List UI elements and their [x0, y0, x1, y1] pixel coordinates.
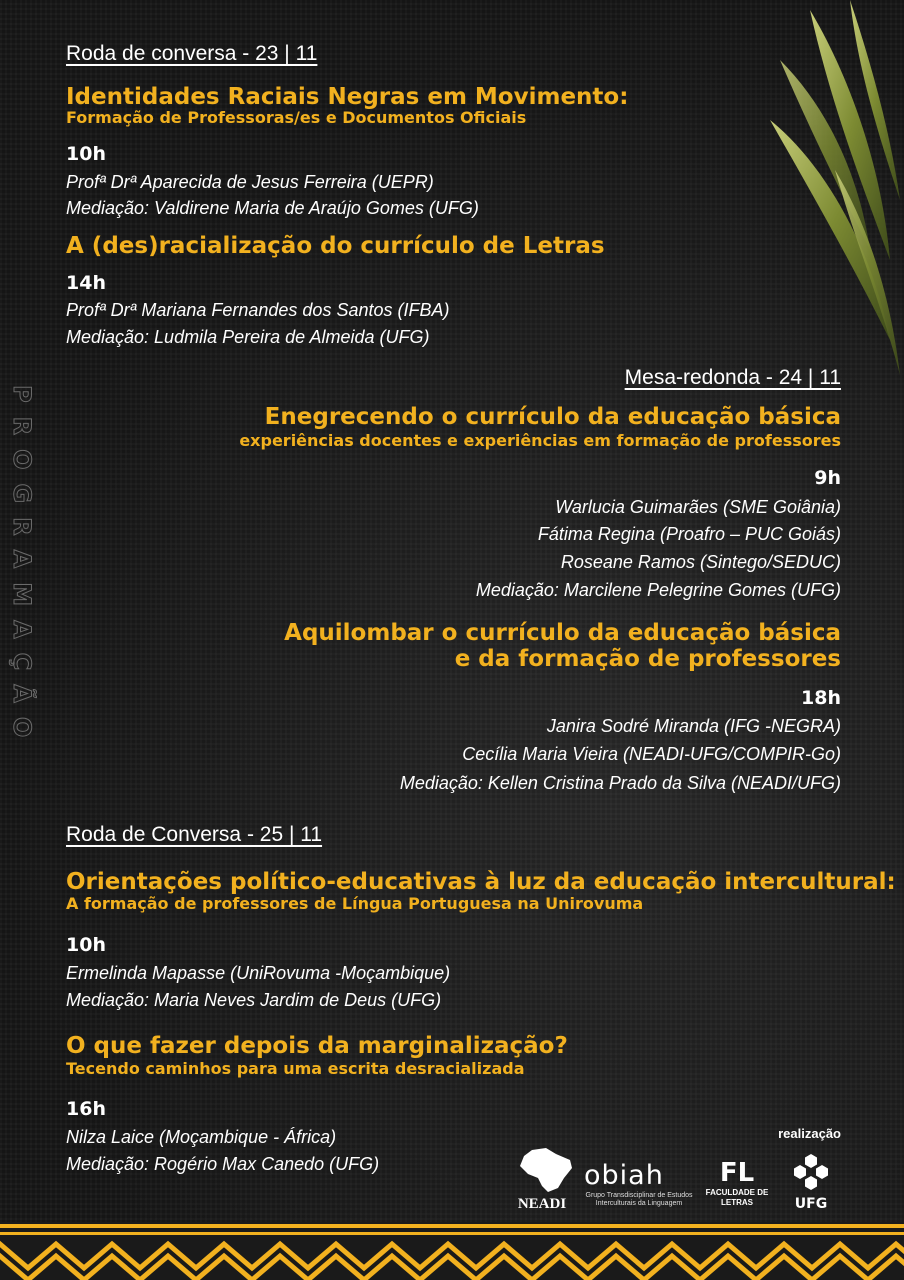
day2-session1-title: Enegrecendo o currículo da educação básica	[264, 404, 841, 430]
fl-logo-text: FL	[719, 1158, 755, 1188]
day3-label: Roda de Conversa - 25 | 11	[66, 823, 323, 846]
plant-leaves-decoration	[740, 0, 904, 380]
day3-session1-subtitle: A formação de professores de Língua Portuguesa na Unirovuma	[66, 894, 644, 913]
day2-session1-person-1: Warlucia Guimarães (SME Goiânia)	[555, 497, 841, 517]
day1-session2-mediator: Mediação: Ludmila Pereira de Almeida (UFG)	[66, 327, 430, 347]
day3-session1-time: 10h	[66, 934, 106, 956]
vertical-programacao-label: PROGRAMAÇÃO	[8, 385, 36, 752]
day2-session2-mediator: Mediação: Kellen Cristina Prado da Silva (NEADI/UFG)	[399, 773, 841, 793]
day2-session2-title-line1: Aquilombar o currículo da educação básica	[284, 620, 841, 646]
day1-session2-person-1: Profª Drª Mariana Fernandes dos Santos (IFBA)	[66, 300, 450, 320]
fl-logo-caption-1: FACULDADE DE	[705, 1188, 769, 1197]
day2-session1-mediator: Mediação: Marcilene Pelegrine Gomes (UFG)	[475, 580, 841, 600]
day2-label: Mesa-redonda - 24 | 11	[624, 366, 841, 389]
brazil-map-icon	[514, 1148, 574, 1194]
day1-session1-time: 10h	[66, 143, 106, 165]
day1-session2-title: A (des)racialização do currículo de Letras	[66, 233, 605, 259]
day3-session1-mediator: Mediação: Maria Neves Jardim de Deus (UFG)	[66, 990, 442, 1010]
ufg-hexagon-icon	[790, 1152, 832, 1192]
ufg-logo-text: UFG	[794, 1196, 828, 1212]
day2-session2-person-2: Cecília Maria Vieira (NEADI-UFG/COMPIR-Go)	[462, 744, 841, 764]
day3-session1-person-1: Ermelinda Mapasse (UniRovuma -Moçambique)	[66, 963, 451, 983]
day1-session1-title: Identidades Raciais Negras em Movimento:	[66, 84, 629, 110]
day2-session2-title-line2: e da formação de professores	[454, 646, 841, 672]
neadi-logo-text: NEADI	[517, 1196, 567, 1212]
bottom-zigzag-band	[0, 1222, 904, 1280]
day3-session2-mediator: Mediação: Rogério Max Canedo (UFG)	[66, 1154, 380, 1174]
day2-session2-time: 18h	[801, 687, 841, 709]
obiah-logo-text: obiah	[584, 1160, 664, 1191]
faculdade-letras-logo	[700, 1158, 774, 1210]
day2-session1-person-3: Roseane Ramos (Sintego/SEDUC)	[560, 552, 841, 572]
day2-session1-subtitle: experiências docentes e experiências em formação de professores	[239, 431, 841, 450]
day1-session1-subtitle: Formação de Professoras/es e Documentos Oficiais	[66, 108, 527, 127]
obiah-logo-caption: Grupo Transdisciplinar de Estudos Interculturais da Linguagem	[585, 1192, 693, 1207]
day3-session2-subtitle: Tecendo caminhos para uma escrita desracializada	[66, 1059, 525, 1078]
ufg-logo	[786, 1152, 836, 1212]
fl-logo-caption-2: LETRAS	[721, 1198, 753, 1207]
day2-session1-person-2: Fátima Regina (Proafro – PUC Goiás)	[537, 524, 841, 544]
day1-label: Roda de conversa - 23 | 11	[66, 42, 318, 65]
day1-session1-mediator: Mediação: Valdirene Maria de Araújo Gomes (UFG)	[66, 198, 479, 218]
day3-session2-time: 16h	[66, 1098, 106, 1120]
day3-session2-title: O que fazer depois da marginalização?	[66, 1033, 568, 1059]
day2-session2-person-1: Janira Sodré Miranda (IFG -NEGRA)	[546, 716, 841, 736]
day3-session1-title: Orientações político-educativas à luz da educação intercultural:	[66, 869, 896, 895]
day3-session2-person-1: Nilza Laice (Moçambique - África)	[66, 1127, 337, 1147]
neadi-logo	[510, 1148, 574, 1214]
day1-session2-time: 14h	[66, 272, 106, 294]
day1-session1-person-1: Profª Drª Aparecida de Jesus Ferreira (UEPR)	[66, 172, 434, 192]
day2-session1-time: 9h	[814, 467, 841, 489]
realizacao-label: realização	[778, 1126, 841, 1141]
obiah-logo	[584, 1160, 694, 1210]
